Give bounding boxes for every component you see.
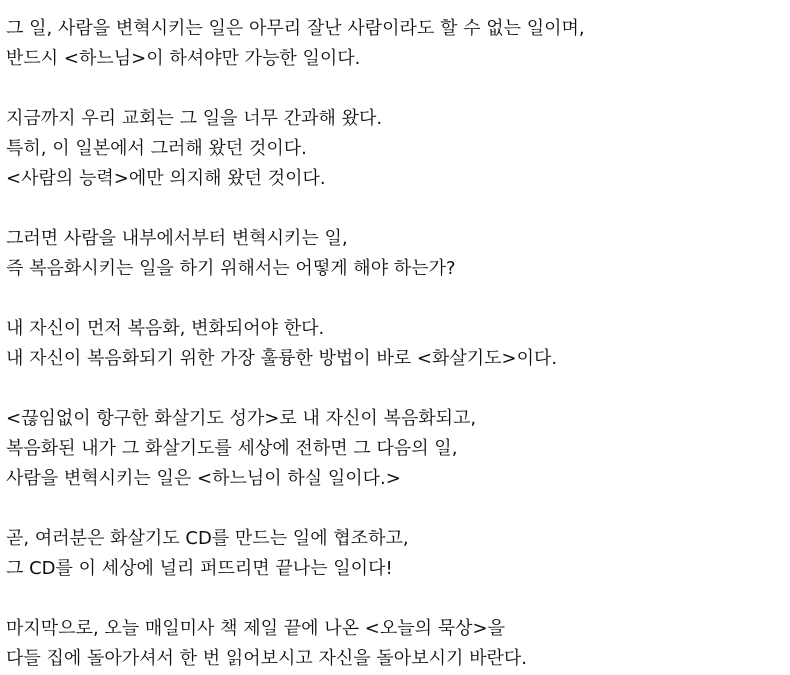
paragraph-5 [6,404,784,494]
text-line: 마지막으로, 오늘 매일미사 책 제일 끝에 나온 <오늘의 묵상>을 [6,618,505,639]
text-line: 내 자신이 복음화되기 위한 가장 훌륭한 방법이 바로 <화살기도>이다. [6,348,558,369]
paragraph-4 [6,314,784,374]
paragraph-gap [6,374,784,404]
paragraph-gap [6,584,784,614]
paragraph-1 [6,14,784,74]
text-line: 그러면 사람을 내부에서부터 변혁시키는 일, [6,228,348,249]
text-line: 그 일, 사람을 변혁시키는 일은 아무리 잘난 사람이라도 할 수 없는 일이며, [6,18,585,39]
paragraph-3 [6,224,784,284]
text-line: <사람의 능력>에만 의지해 왔던 것이다. [6,168,326,189]
paragraph-7 [6,614,784,674]
paragraph-gap [6,284,784,314]
text-line: 내 자신이 먼저 복음화, 변화되어야 한다. [6,318,325,339]
paragraph-gap [6,74,784,104]
paragraph-gap [6,494,784,524]
text-line: 특히, 이 일본에서 그러해 왔던 것이다. [6,138,307,159]
text-line: 즉 복음화시키는 일을 하기 위해서는 어떻게 해야 하는가? [6,258,456,279]
text-line: 곧, 여러분은 화살기도 CD를 만드는 일에 협조하고, [6,528,409,549]
text-line: 그 CD를 이 세상에 널리 퍼뜨리면 끝나는 일이다! [6,558,393,579]
text-line: <끊임없이 항구한 화살기도 성가>로 내 자신이 복음화되고, [6,408,477,429]
text-line: 반드시 <하느님>이 하셔야만 가능한 일이다. [6,48,361,69]
text-line: 다들 집에 돌아가셔서 한 번 읽어보시고 자신을 돌아보시기 바란다. [6,648,527,669]
paragraph-gap [6,194,784,224]
paragraph-2 [6,104,784,194]
paragraph-6 [6,524,784,584]
text-line: 복음화된 내가 그 화살기도를 세상에 전하면 그 다음의 일, [6,438,458,459]
text-line: 사람을 변혁시키는 일은 <하느님이 하실 일이다.> [6,468,401,489]
text-line: 지금까지 우리 교회는 그 일을 너무 간과해 왔다. [6,108,383,129]
document-body [6,14,784,674]
